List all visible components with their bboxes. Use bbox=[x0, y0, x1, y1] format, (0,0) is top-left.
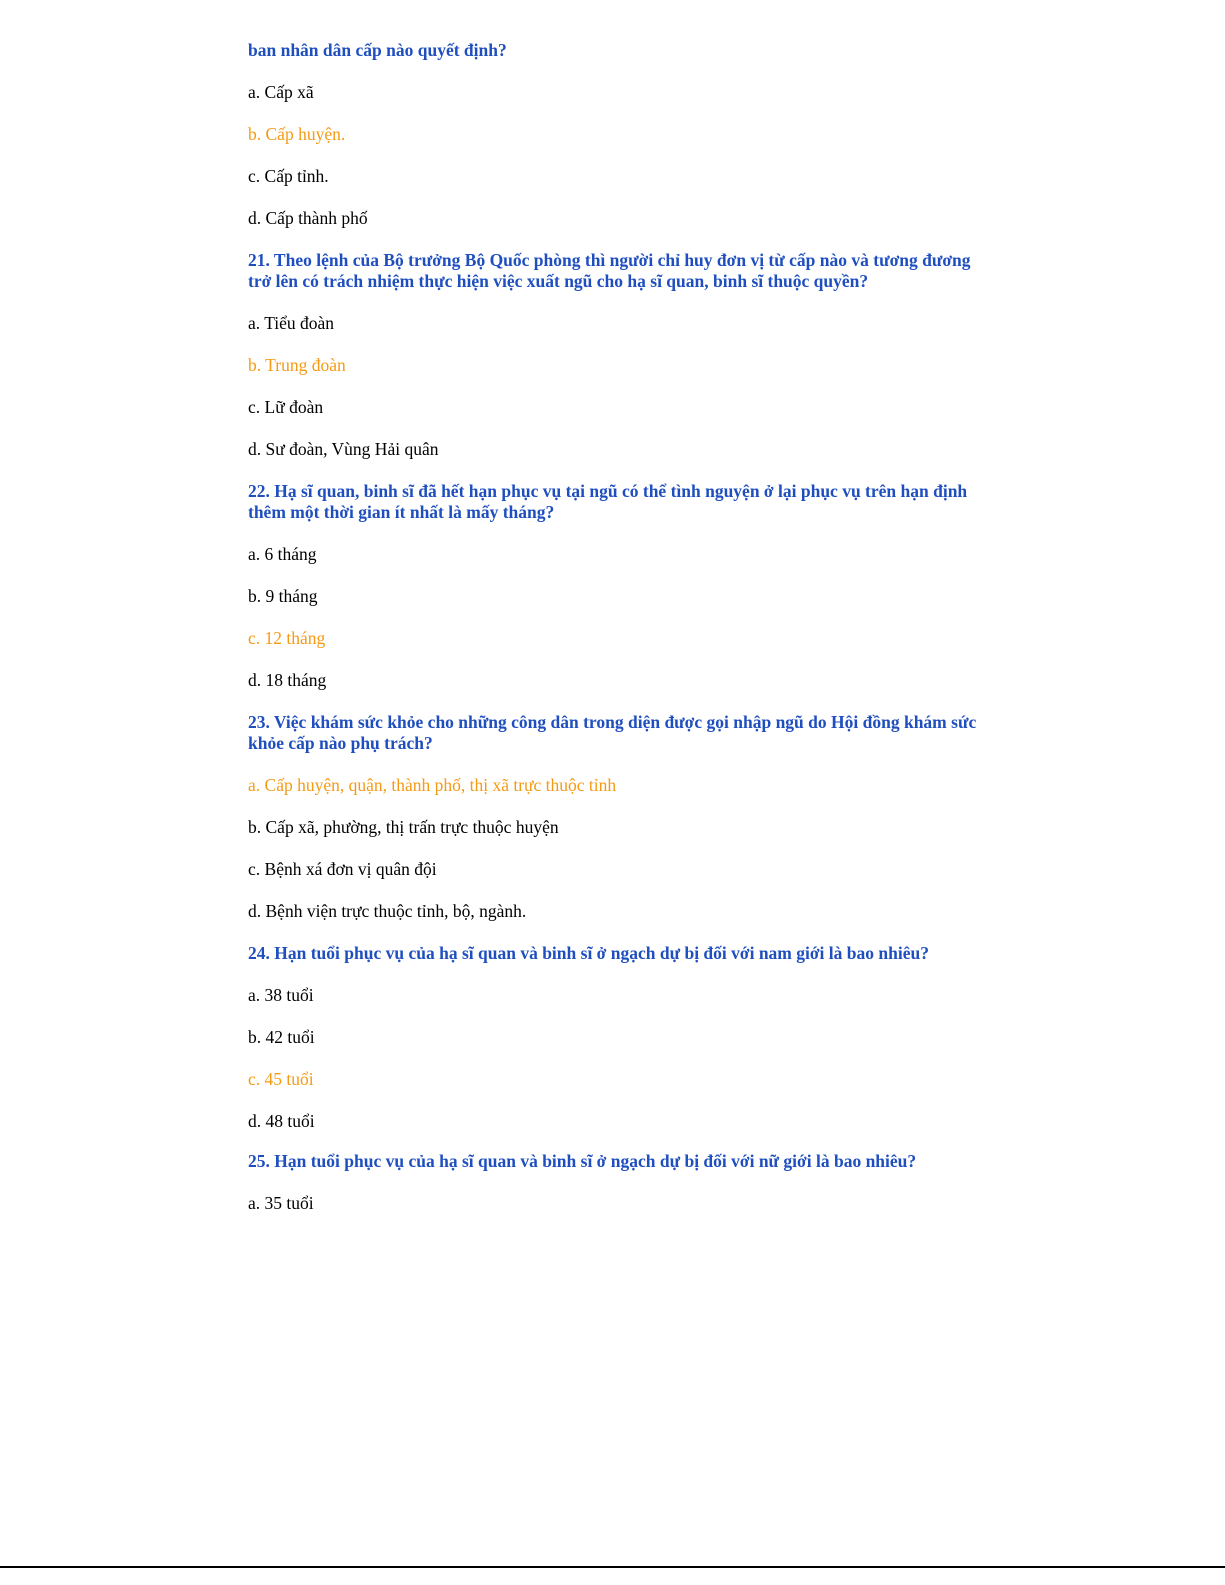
question-list bbox=[248, 40, 1003, 1214]
question-24-text: 24. Hạn tuổi phục vụ của hạ sĩ quan và binh sĩ ở ngạch dự bị đối với nam giới là bao nhiêu? bbox=[248, 943, 929, 963]
q23-option-d: d. Bệnh viện trực thuộc tỉnh, bộ, ngành. bbox=[248, 901, 527, 921]
question-22-line-2: thêm một thời gian ít nhất là mấy tháng? bbox=[248, 502, 555, 522]
q24-option-b: b. 42 tuổi bbox=[248, 1027, 315, 1047]
question-23-line-1: 23. Việc khám sức khỏe cho những công dân trong diện được gọi nhập ngũ do Hội đồng khám sức bbox=[248, 712, 977, 732]
q23-option-b: b. Cấp xã, phường, thị trấn trực thuộc huyện bbox=[248, 817, 559, 837]
q20-option-c: c. Cấp tỉnh. bbox=[248, 166, 329, 186]
question-23-line-2: khỏe cấp nào phụ trách? bbox=[248, 733, 433, 753]
q21-option-c: c. Lữ đoàn bbox=[248, 397, 324, 417]
q23-option-a-correct: a. Cấp huyện, quận, thành phố, thị xã trực thuộc tỉnh bbox=[248, 775, 617, 795]
q22-option-d: d. 18 tháng bbox=[248, 670, 327, 690]
q21-option-d: d. Sư đoàn, Vùng Hải quân bbox=[248, 439, 439, 459]
q20-option-a: a. Cấp xã bbox=[248, 82, 314, 102]
page-bottom-divider bbox=[0, 1566, 1225, 1568]
q24-option-c-correct: c. 45 tuổi bbox=[248, 1069, 314, 1089]
question-21-line-1: 21. Theo lệnh của Bộ trưởng Bộ Quốc phòng thì người chỉ huy đơn vị từ cấp nào và tương đương bbox=[248, 250, 971, 270]
q22-option-b: b. 9 tháng bbox=[248, 586, 318, 606]
q20-option-b-correct: b. Cấp huyện. bbox=[248, 124, 346, 144]
q22-option-c-correct: c. 12 tháng bbox=[248, 628, 326, 648]
q24-option-a: a. 38 tuổi bbox=[248, 985, 314, 1005]
question-22-line-1: 22. Hạ sĩ quan, binh sĩ đã hết hạn phục vụ tại ngũ có thể tình nguyện ở lại phục vụ trên hạn định bbox=[248, 481, 968, 501]
q24-option-d: d. 48 tuổi bbox=[248, 1111, 315, 1131]
q23-option-c: c. Bệnh xá đơn vị quân đội bbox=[248, 859, 437, 879]
question-21-line-2: trở lên có trách nhiệm thực hiện việc xuất ngũ cho hạ sĩ quan, binh sĩ thuộc quyền? bbox=[248, 271, 869, 291]
q21-option-a: a. Tiểu đoàn bbox=[248, 313, 335, 333]
q25-option-a: a. 35 tuổi bbox=[248, 1193, 314, 1213]
q22-option-a: a. 6 tháng bbox=[248, 544, 317, 564]
question-25-text: 25. Hạn tuổi phục vụ của hạ sĩ quan và binh sĩ ở ngạch dự bị đối với nữ giới là bao nhiêu? bbox=[248, 1151, 917, 1171]
q21-option-b-correct: b. Trung đoàn bbox=[248, 355, 346, 375]
question-20-text: ban nhân dân cấp nào quyết định? bbox=[248, 40, 507, 60]
q20-option-d: d. Cấp thành phố bbox=[248, 208, 368, 228]
